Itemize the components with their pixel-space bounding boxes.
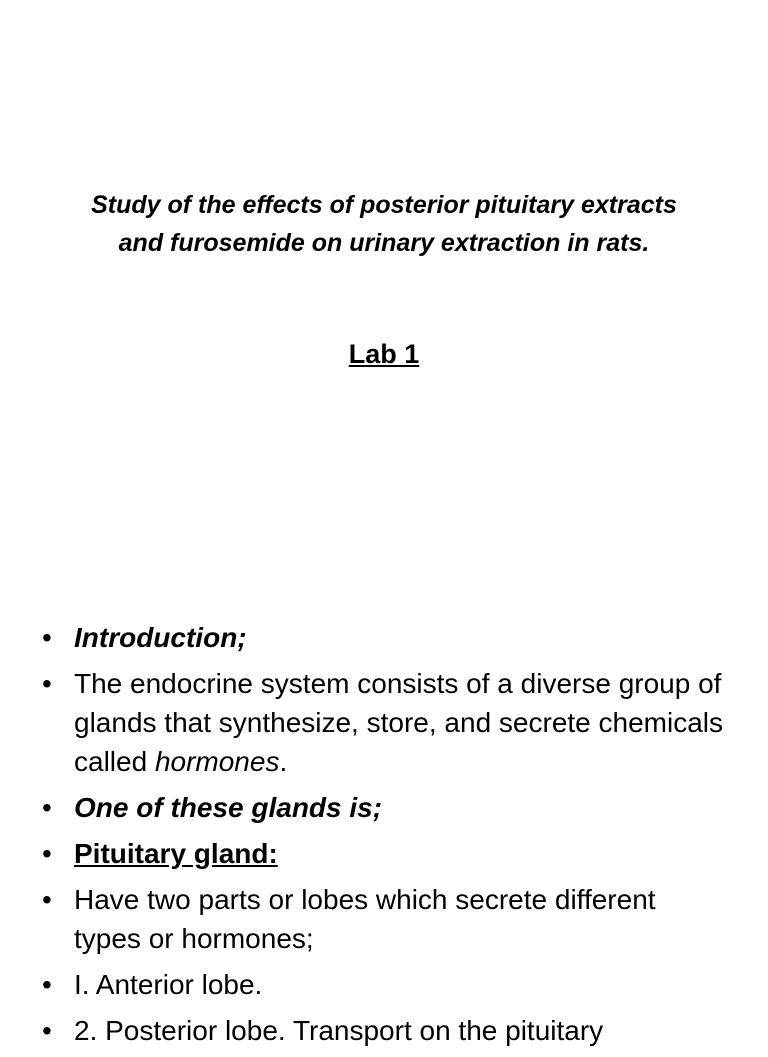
document-title (40, 186, 728, 262)
lobes-text: Have two parts or lobes which secrete different types or hormones; (74, 884, 656, 954)
bullet-marker: • (42, 668, 52, 699)
title-line-2: and furosemide on urinary extraction in rats. (118, 229, 650, 257)
title-line-1: Study of the effects of posterior pituitary extracts (91, 191, 677, 219)
posterior-lobe-text: 2. Posterior lobe. Transport on the pituitary (74, 1015, 604, 1046)
bullet-marker: • (42, 969, 52, 1000)
glands-heading: One of these glands is; (74, 792, 383, 823)
bullet-marker: • (42, 1015, 52, 1046)
list-item (40, 788, 730, 827)
bullet-marker: • (42, 792, 52, 823)
endocrine-text: The endocrine system consists of a diverse group of glands that synthesize, store, and secrete chemicals called (74, 668, 724, 777)
list-item (40, 664, 730, 781)
list-item (40, 834, 730, 873)
lab-heading: Lab 1 (348, 339, 420, 369)
bullet-marker: • (42, 622, 52, 653)
bullet-marker: • (42, 884, 52, 915)
endocrine-text-end: . (279, 746, 288, 777)
list-item (40, 1011, 730, 1050)
list-item (40, 965, 730, 1004)
list-item (40, 618, 730, 657)
bullet-list (40, 618, 730, 1057)
list-item (40, 880, 730, 958)
pituitary-heading: Pituitary gland: (74, 838, 278, 869)
hormones-emphasis: hormones (154, 746, 280, 777)
anterior-lobe-text: I. Anterior lobe. (74, 969, 263, 1000)
introduction-heading: Introduction; (74, 622, 247, 653)
bullet-marker: • (42, 838, 52, 869)
